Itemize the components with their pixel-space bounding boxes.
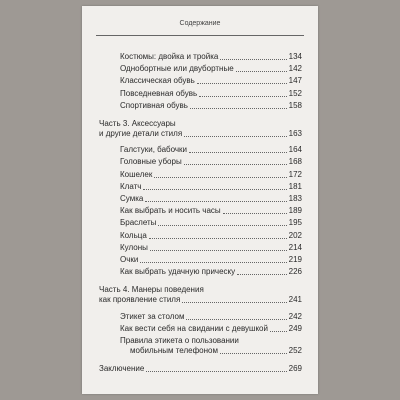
toc-entry-title: Классическая обувь bbox=[120, 76, 195, 86]
part-3-title-line1: Часть 3. Аксессуары bbox=[99, 119, 176, 128]
toc-leader bbox=[236, 71, 287, 72]
book-page bbox=[82, 6, 318, 394]
toc-entry bbox=[120, 51, 302, 62]
toc-entry-page: 134 bbox=[288, 52, 302, 61]
toc-leader bbox=[184, 164, 287, 165]
toc-leader bbox=[154, 177, 286, 178]
toc-entry-title: Очки bbox=[120, 255, 139, 264]
toc-leader bbox=[140, 262, 286, 263]
toc-leader bbox=[186, 319, 286, 320]
toc-entry-title: Как выбрать удачную прическу bbox=[120, 267, 236, 277]
toc-leader bbox=[199, 96, 287, 97]
part-4-title-line2: как проявление стиля bbox=[99, 295, 181, 305]
toc-entry bbox=[120, 63, 302, 74]
toc-leader bbox=[237, 274, 287, 275]
toc-entry-page: 168 bbox=[288, 157, 302, 167]
part-4-title-line1: Часть 4. Манеры поведения bbox=[99, 285, 204, 295]
toc-leader bbox=[189, 152, 287, 153]
toc-entry-page: 142 bbox=[288, 64, 302, 74]
toc-entry-page: 172 bbox=[288, 169, 302, 179]
toc-entry-page: 152 bbox=[288, 88, 302, 98]
toc-entry-page: 164 bbox=[288, 145, 302, 155]
toc-entry-title: Головные уборы bbox=[120, 157, 182, 167]
toc-entry-page: 163 bbox=[288, 129, 302, 138]
toc-entry bbox=[120, 266, 302, 277]
toc-entry-page: 219 bbox=[288, 255, 302, 264]
toc-entry-title-line1: Правила этикета о пользовании bbox=[120, 336, 239, 345]
toc-entry bbox=[120, 144, 302, 155]
toc-entry bbox=[120, 205, 302, 216]
toc-entry-title: Заключение bbox=[99, 364, 145, 374]
toc-entry-title: Сумка bbox=[120, 194, 144, 203]
toc-entry-title: Костюмы: двойка и тройка bbox=[120, 52, 219, 61]
toc-entry-page: 181 bbox=[288, 181, 302, 191]
toc-part-entry bbox=[99, 294, 302, 305]
page-header: Содержание bbox=[179, 20, 221, 27]
toc-entry-page: 183 bbox=[288, 194, 302, 203]
toc-entry-page: 249 bbox=[288, 323, 302, 333]
toc-entry bbox=[120, 217, 302, 228]
toc-entry bbox=[120, 345, 302, 356]
toc-entry bbox=[120, 323, 302, 334]
toc-entry-page: 226 bbox=[288, 267, 302, 277]
toc-entry-page: 147 bbox=[288, 76, 302, 86]
toc-entry-title: Кулоны bbox=[120, 242, 148, 252]
toc-part-entry bbox=[99, 128, 302, 139]
toc-entry bbox=[120, 169, 302, 180]
toc-leader bbox=[145, 201, 286, 202]
toc-entry-page: 242 bbox=[288, 311, 302, 321]
toc-leader bbox=[223, 213, 287, 214]
toc-leader bbox=[158, 225, 286, 226]
toc-leader bbox=[220, 353, 287, 354]
toc-entry bbox=[120, 181, 302, 192]
header-rule bbox=[96, 35, 304, 36]
toc-leader bbox=[197, 83, 287, 84]
toc-entry bbox=[120, 100, 302, 111]
toc-leader bbox=[146, 371, 286, 372]
toc-entry-title: Браслеты bbox=[120, 218, 157, 228]
toc-entry bbox=[120, 311, 302, 322]
toc-entry-title: Спортивная обувь bbox=[120, 100, 188, 110]
toc-entry-page: 214 bbox=[288, 242, 302, 252]
toc-entry-page: 189 bbox=[288, 206, 302, 216]
toc-entry-page: 252 bbox=[288, 346, 302, 355]
toc-entry bbox=[120, 230, 302, 241]
toc-entry bbox=[120, 88, 302, 99]
toc-entry-title: Клатч bbox=[120, 181, 142, 191]
toc-entry-title: Этикет за столом bbox=[120, 311, 185, 321]
toc-leader bbox=[150, 250, 287, 251]
toc-entry bbox=[120, 75, 302, 86]
toc-leader bbox=[184, 136, 286, 137]
toc-entry-page: 269 bbox=[288, 364, 302, 374]
toc-entry-title: Как вести себя на свидании с девушкой bbox=[120, 323, 268, 333]
toc-entry bbox=[120, 254, 302, 265]
toc-entry-title: Кошелек bbox=[120, 169, 153, 179]
toc-leader bbox=[149, 238, 287, 239]
toc-entry-title: Повседневная обувь bbox=[120, 88, 198, 98]
toc-leader bbox=[190, 108, 287, 109]
toc-entry-page: 158 bbox=[288, 100, 302, 110]
toc-leader bbox=[270, 331, 287, 332]
toc-entry-page: 202 bbox=[288, 230, 302, 240]
toc-leader bbox=[182, 302, 286, 303]
toc-entry-title: Однобортные или двубортные bbox=[120, 64, 234, 74]
toc-conclusion-entry bbox=[99, 363, 302, 374]
toc-entry bbox=[120, 193, 302, 204]
toc-entry bbox=[120, 242, 302, 253]
toc-leader bbox=[143, 189, 286, 190]
toc-entry-page: 195 bbox=[288, 218, 302, 228]
toc-entry-title: Как выбрать и носить часы bbox=[120, 206, 221, 216]
part-3-title-line2: и другие детали стиля bbox=[99, 129, 183, 138]
toc-entry-title: Галстуки, бабочки bbox=[120, 145, 188, 155]
toc-leader bbox=[220, 59, 286, 60]
toc-entry-page: 241 bbox=[288, 295, 302, 305]
toc-entry-title: мобильным телефоном bbox=[130, 346, 218, 355]
toc-entry-title: Кольца bbox=[120, 230, 147, 240]
toc-entry bbox=[120, 156, 302, 167]
